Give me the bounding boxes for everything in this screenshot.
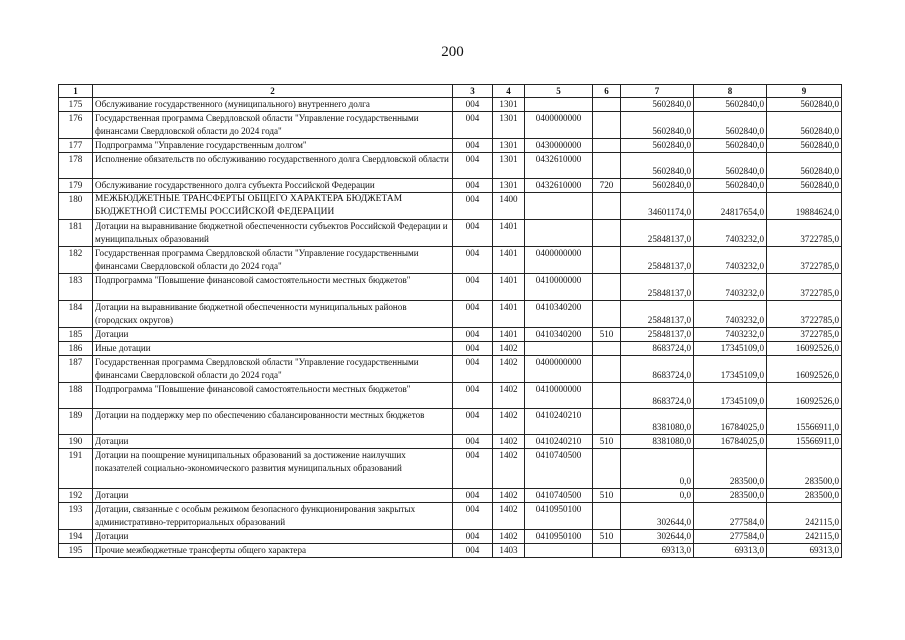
row-name: Обслуживание государственного долга субъекта Российской Федерации	[93, 179, 453, 193]
row-col-6: 510	[593, 529, 621, 543]
row-col-6	[593, 220, 621, 247]
row-col-5: 0410240210	[525, 435, 593, 449]
table-row	[59, 179, 842, 193]
header-col-6: 6	[593, 85, 621, 98]
row-name: Обслуживание государственного (муниципального) внутреннего долга	[93, 98, 453, 112]
row-col-5: 0410740500	[525, 449, 593, 488]
row-col-6	[593, 112, 621, 139]
row-name: Исполнение обязательств по обслуживанию государственного долга Свердловской области	[93, 153, 453, 179]
row-amount-col-8: 7403232,0	[694, 220, 767, 247]
row-name: Подпрограмма "Повышение финансовой самостоятельности местных бюджетов"	[93, 274, 453, 300]
table-row	[59, 341, 842, 355]
row-col-4: 1402	[493, 382, 525, 408]
row-col-5: 0400000000	[525, 247, 593, 274]
row-name: Дотации, связанные с особым режимом безопасного функционирования закрытых административно-территориальных образований	[93, 502, 453, 529]
row-amount-col-7: 302644,0	[621, 502, 694, 529]
row-number: 186	[59, 341, 93, 355]
row-col-5: 0410340200	[525, 300, 593, 327]
row-col-3: 004	[453, 382, 493, 408]
row-col-5	[525, 543, 593, 557]
row-col-3: 004	[453, 435, 493, 449]
header-col-1: 1	[59, 85, 93, 98]
table-row	[59, 220, 842, 247]
row-col-6	[593, 543, 621, 557]
row-col-6	[593, 355, 621, 382]
row-amount-col-7: 25848137,0	[621, 247, 694, 274]
header-col-5: 5	[525, 85, 593, 98]
row-number: 185	[59, 327, 93, 341]
row-amount-col-9: 5602840,0	[767, 98, 842, 112]
table-row	[59, 327, 842, 341]
row-amount-col-7: 5602840,0	[621, 112, 694, 139]
row-amount-col-9: 3722785,0	[767, 274, 842, 300]
budget-table	[58, 84, 842, 558]
row-col-5: 0432610000	[525, 179, 593, 193]
table-row	[59, 435, 842, 449]
row-amount-col-8: 17345109,0	[694, 355, 767, 382]
row-amount-col-7: 302644,0	[621, 529, 694, 543]
row-col-6	[593, 300, 621, 327]
row-name: МЕЖБЮДЖЕТНЫЕ ТРАНСФЕРТЫ ОБЩЕГО ХАРАКТЕРА БЮДЖЕТАМ БЮДЖЕТНОЙ СИСТЕМЫ РОССИЙСКОЙ ФЕДЕРАЦИИ	[93, 193, 453, 220]
row-amount-col-8: 7403232,0	[694, 327, 767, 341]
row-col-5: 0410950100	[525, 502, 593, 529]
row-name: Государственная программа Свердловской области "Управление государственными финансами Свердловской области до 2024 года"	[93, 355, 453, 382]
row-col-5: 0400000000	[525, 355, 593, 382]
row-amount-col-8: 283500,0	[694, 488, 767, 502]
row-amount-col-8: 5602840,0	[694, 139, 767, 153]
row-col-4: 1401	[493, 300, 525, 327]
row-amount-col-9: 16092526,0	[767, 382, 842, 408]
row-name: Дотации на поддержку мер по обеспечению сбалансированности местных бюджетов	[93, 408, 453, 434]
table-row	[59, 543, 842, 557]
row-col-6	[593, 449, 621, 488]
row-col-4: 1402	[493, 341, 525, 355]
row-amount-col-8: 283500,0	[694, 449, 767, 488]
row-col-3: 004	[453, 193, 493, 220]
table-row	[59, 408, 842, 434]
row-amount-col-7: 0,0	[621, 449, 694, 488]
row-col-6	[593, 341, 621, 355]
table-row	[59, 355, 842, 382]
row-number: 178	[59, 153, 93, 179]
header-col-3: 3	[453, 85, 493, 98]
row-col-4: 1403	[493, 543, 525, 557]
row-col-5: 0410000000	[525, 274, 593, 300]
row-amount-col-8: 16784025,0	[694, 408, 767, 434]
row-col-6	[593, 98, 621, 112]
row-amount-col-7: 25848137,0	[621, 300, 694, 327]
row-name: Государственная программа Свердловской области "Управление государственными финансами Свердловской области до 2024 года"	[93, 112, 453, 139]
table-row	[59, 247, 842, 274]
row-col-5: 0410000000	[525, 382, 593, 408]
row-name: Дотации	[93, 488, 453, 502]
row-amount-col-7: 25848137,0	[621, 327, 694, 341]
row-amount-col-8: 277584,0	[694, 529, 767, 543]
row-amount-col-9: 16092526,0	[767, 341, 842, 355]
row-amount-col-8: 69313,0	[694, 543, 767, 557]
row-col-5: 0400000000	[525, 112, 593, 139]
table-row	[59, 274, 842, 300]
row-amount-col-9: 15566911,0	[767, 408, 842, 434]
row-col-3: 004	[453, 327, 493, 341]
row-col-4: 1402	[493, 529, 525, 543]
row-col-3: 004	[453, 488, 493, 502]
row-col-6: 510	[593, 435, 621, 449]
row-number: 193	[59, 502, 93, 529]
row-col-4: 1402	[493, 355, 525, 382]
row-col-3: 004	[453, 112, 493, 139]
row-amount-col-7: 8381080,0	[621, 408, 694, 434]
row-number: 175	[59, 98, 93, 112]
row-number: 179	[59, 179, 93, 193]
row-col-6	[593, 139, 621, 153]
table-row	[59, 153, 842, 179]
row-col-4: 1401	[493, 327, 525, 341]
table-row	[59, 193, 842, 220]
row-col-3: 004	[453, 139, 493, 153]
table-row	[59, 382, 842, 408]
row-amount-col-8: 17345109,0	[694, 341, 767, 355]
row-number: 182	[59, 247, 93, 274]
row-number: 181	[59, 220, 93, 247]
row-col-3: 004	[453, 153, 493, 179]
row-amount-col-9: 5602840,0	[767, 112, 842, 139]
row-amount-col-7: 25848137,0	[621, 220, 694, 247]
row-col-3: 004	[453, 529, 493, 543]
row-col-5	[525, 341, 593, 355]
header-col-9: 9	[767, 85, 842, 98]
table-row	[59, 449, 842, 488]
row-col-4: 1401	[493, 274, 525, 300]
row-col-3: 004	[453, 274, 493, 300]
row-col-3: 004	[453, 543, 493, 557]
row-col-4: 1402	[493, 502, 525, 529]
row-col-6	[593, 408, 621, 434]
row-number: 183	[59, 274, 93, 300]
row-col-6	[593, 193, 621, 220]
row-amount-col-7: 8683724,0	[621, 355, 694, 382]
row-amount-col-8: 7403232,0	[694, 300, 767, 327]
row-col-5: 0430000000	[525, 139, 593, 153]
table-row	[59, 139, 842, 153]
row-col-4: 1402	[493, 449, 525, 488]
row-amount-col-9: 19884624,0	[767, 193, 842, 220]
row-amount-col-7: 69313,0	[621, 543, 694, 557]
row-col-4: 1301	[493, 112, 525, 139]
row-col-4: 1301	[493, 98, 525, 112]
row-number: 190	[59, 435, 93, 449]
row-name: Дотации на поощрение муниципальных образований за достижение наилучших показателей социально-экономического развития муниципальных образований	[93, 449, 453, 488]
row-amount-col-8: 5602840,0	[694, 153, 767, 179]
row-amount-col-7: 5602840,0	[621, 179, 694, 193]
row-amount-col-8: 5602840,0	[694, 98, 767, 112]
table-row	[59, 488, 842, 502]
row-col-6	[593, 502, 621, 529]
row-col-4: 1402	[493, 488, 525, 502]
table-body	[59, 98, 842, 558]
row-name: Прочие межбюджетные трансферты общего характера	[93, 543, 453, 557]
row-col-4: 1401	[493, 247, 525, 274]
budget-table-container	[58, 84, 841, 558]
row-number: 189	[59, 408, 93, 434]
row-col-3: 004	[453, 98, 493, 112]
row-number: 180	[59, 193, 93, 220]
row-number: 177	[59, 139, 93, 153]
header-col-4: 4	[493, 85, 525, 98]
row-name: Подпрограмма "Повышение финансовой самостоятельности местных бюджетов"	[93, 382, 453, 408]
row-col-3: 004	[453, 247, 493, 274]
table-row	[59, 98, 842, 112]
row-amount-col-9: 3722785,0	[767, 247, 842, 274]
row-number: 191	[59, 449, 93, 488]
row-amount-col-9: 3722785,0	[767, 327, 842, 341]
row-col-4: 1301	[493, 139, 525, 153]
row-amount-col-8: 5602840,0	[694, 112, 767, 139]
row-amount-col-8: 16784025,0	[694, 435, 767, 449]
row-col-3: 004	[453, 220, 493, 247]
table-row	[59, 300, 842, 327]
row-number: 184	[59, 300, 93, 327]
table-row	[59, 529, 842, 543]
row-name: Государственная программа Свердловской области "Управление государственными финансами Свердловской области до 2024 года"	[93, 247, 453, 274]
row-amount-col-9: 5602840,0	[767, 179, 842, 193]
row-col-3: 004	[453, 341, 493, 355]
table-header-row	[59, 85, 842, 98]
row-col-6	[593, 153, 621, 179]
row-amount-col-7: 5602840,0	[621, 98, 694, 112]
row-amount-col-7: 0,0	[621, 488, 694, 502]
row-col-6: 720	[593, 179, 621, 193]
row-col-3: 004	[453, 502, 493, 529]
row-col-5: 0410950100	[525, 529, 593, 543]
row-number: 194	[59, 529, 93, 543]
row-col-5	[525, 98, 593, 112]
row-col-4: 1400	[493, 193, 525, 220]
row-amount-col-8: 5602840,0	[694, 179, 767, 193]
row-col-5	[525, 193, 593, 220]
row-col-3: 004	[453, 408, 493, 434]
row-col-6: 510	[593, 327, 621, 341]
row-amount-col-9: 242115,0	[767, 529, 842, 543]
row-amount-col-7: 8683724,0	[621, 382, 694, 408]
row-amount-col-9: 16092526,0	[767, 355, 842, 382]
header-col-2: 2	[93, 85, 453, 98]
page-number: 200	[441, 44, 464, 60]
row-col-4: 1402	[493, 435, 525, 449]
row-number: 192	[59, 488, 93, 502]
row-amount-col-9: 3722785,0	[767, 220, 842, 247]
row-col-3: 004	[453, 179, 493, 193]
row-col-3: 004	[453, 449, 493, 488]
row-col-3: 004	[453, 300, 493, 327]
row-amount-col-7: 25848137,0	[621, 274, 694, 300]
row-amount-col-8: 7403232,0	[694, 274, 767, 300]
row-amount-col-8: 7403232,0	[694, 247, 767, 274]
row-number: 195	[59, 543, 93, 557]
row-col-5: 0410740500	[525, 488, 593, 502]
row-amount-col-9: 242115,0	[767, 502, 842, 529]
header-col-7: 7	[621, 85, 694, 98]
row-col-4: 1402	[493, 408, 525, 434]
row-amount-col-9: 15566911,0	[767, 435, 842, 449]
row-amount-col-9: 283500,0	[767, 488, 842, 502]
row-amount-col-8: 24817654,0	[694, 193, 767, 220]
table-row	[59, 502, 842, 529]
row-col-4: 1301	[493, 179, 525, 193]
table-row	[59, 112, 842, 139]
row-name: Дотации	[93, 327, 453, 341]
row-amount-col-7: 5602840,0	[621, 153, 694, 179]
row-name: Дотации	[93, 529, 453, 543]
row-col-6	[593, 247, 621, 274]
row-col-4: 1301	[493, 153, 525, 179]
row-col-5: 0410240210	[525, 408, 593, 434]
row-amount-col-9: 283500,0	[767, 449, 842, 488]
row-amount-col-8: 17345109,0	[694, 382, 767, 408]
row-amount-col-9: 69313,0	[767, 543, 842, 557]
row-number: 188	[59, 382, 93, 408]
row-name: Подпрограмма "Управление государственным долгом"	[93, 139, 453, 153]
row-amount-col-9: 3722785,0	[767, 300, 842, 327]
row-col-5: 0432610000	[525, 153, 593, 179]
header-col-8: 8	[694, 85, 767, 98]
row-amount-col-7: 8683724,0	[621, 341, 694, 355]
row-name: Дотации	[93, 435, 453, 449]
row-name: Дотации на выравнивание бюджетной обеспеченности муниципальных районов (городских округов)	[93, 300, 453, 327]
row-amount-col-7: 5602840,0	[621, 139, 694, 153]
row-col-6	[593, 274, 621, 300]
row-amount-col-9: 5602840,0	[767, 139, 842, 153]
row-number: 187	[59, 355, 93, 382]
row-amount-col-7: 34601174,0	[621, 193, 694, 220]
row-amount-col-8: 277584,0	[694, 502, 767, 529]
row-number: 176	[59, 112, 93, 139]
row-col-5: 0410340200	[525, 327, 593, 341]
row-amount-col-7: 8381080,0	[621, 435, 694, 449]
row-col-5	[525, 220, 593, 247]
row-col-4: 1401	[493, 220, 525, 247]
row-name: Дотации на выравнивание бюджетной обеспеченности субъектов Российской Федерации и муниципальных образований	[93, 220, 453, 247]
row-col-3: 004	[453, 355, 493, 382]
row-name: Иные дотации	[93, 341, 453, 355]
row-col-6	[593, 382, 621, 408]
row-col-6: 510	[593, 488, 621, 502]
row-amount-col-9: 5602840,0	[767, 153, 842, 179]
